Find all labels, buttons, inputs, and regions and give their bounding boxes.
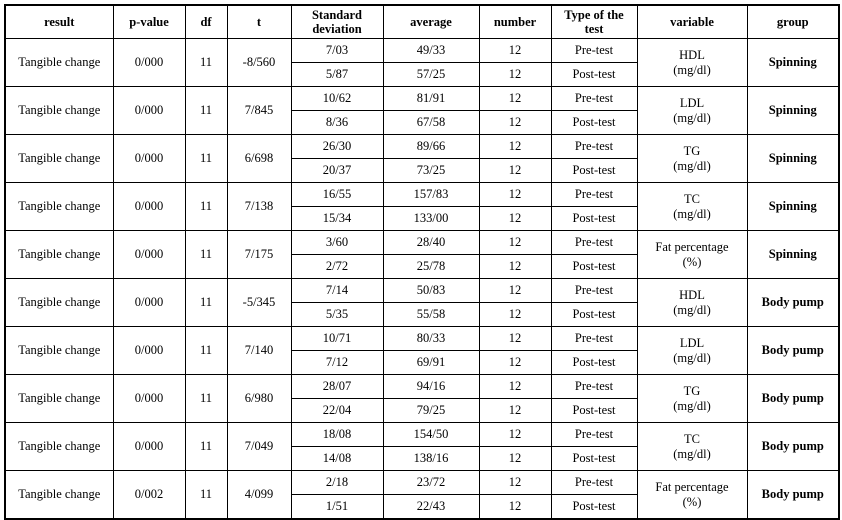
cell-average: 28/40	[383, 231, 479, 255]
variable-unit: (mg/dl)	[673, 302, 711, 317]
cell-number: 12	[479, 63, 551, 87]
cell-average: 81/91	[383, 87, 479, 111]
variable-name: HDL	[679, 288, 705, 303]
cell-standard-deviation: 26/30	[291, 135, 383, 159]
cell-average: 89/66	[383, 135, 479, 159]
cell-average: 57/25	[383, 63, 479, 87]
cell-number: 12	[479, 495, 551, 520]
cell-pvalue: 0/000	[113, 423, 185, 471]
cell-test-type: Post-test	[551, 495, 637, 520]
cell-t: 6/698	[227, 135, 291, 183]
document-sheet	[0, 4, 842, 514]
cell-pvalue: 0/000	[113, 39, 185, 87]
column-header-t: t	[227, 5, 291, 39]
cell-standard-deviation: 5/87	[291, 63, 383, 87]
cell-pvalue: 0/000	[113, 135, 185, 183]
cell-pvalue: 0/000	[113, 327, 185, 375]
cell-pvalue: 0/000	[113, 279, 185, 327]
column-header-pvalue: p-value	[113, 5, 185, 39]
cell-df: 11	[185, 327, 227, 375]
cell-df: 11	[185, 39, 227, 87]
cell-standard-deviation: 7/14	[291, 279, 383, 303]
cell-number: 12	[479, 447, 551, 471]
cell-standard-deviation: 5/35	[291, 303, 383, 327]
cell-number: 12	[479, 39, 551, 63]
cell-average: 25/78	[383, 255, 479, 279]
cell-number: 12	[479, 111, 551, 135]
cell-average: 154/50	[383, 423, 479, 447]
cell-df: 11	[185, 87, 227, 135]
cell-average: 80/33	[383, 327, 479, 351]
cell-t: -5/345	[227, 279, 291, 327]
cell-test-type: Post-test	[551, 63, 637, 87]
cell-average: 23/72	[383, 471, 479, 495]
cell-average: 73/25	[383, 159, 479, 183]
table-header	[5, 5, 839, 39]
cell-df: 11	[185, 375, 227, 423]
cell-number: 12	[479, 279, 551, 303]
cell-t: 6/980	[227, 375, 291, 423]
cell-number: 12	[479, 231, 551, 255]
cell-test-type: Pre-test	[551, 183, 637, 207]
cell-standard-deviation: 22/04	[291, 399, 383, 423]
cell-group: Spinning	[747, 87, 839, 135]
cell-result: Tangible change	[5, 231, 113, 279]
cell-average: 49/33	[383, 39, 479, 63]
cell-number: 12	[479, 375, 551, 399]
cell-pvalue: 0/000	[113, 183, 185, 231]
cell-t: 7/140	[227, 327, 291, 375]
cell-test-type: Pre-test	[551, 231, 637, 255]
variable-name: LDL	[679, 96, 705, 111]
cell-average: 22/43	[383, 495, 479, 520]
column-header-type-of-test: Type of the test	[551, 5, 637, 39]
cell-standard-deviation: 16/55	[291, 183, 383, 207]
cell-test-type: Pre-test	[551, 375, 637, 399]
cell-result: Tangible change	[5, 87, 113, 135]
cell-standard-deviation: 28/07	[291, 375, 383, 399]
cell-test-type: Post-test	[551, 303, 637, 327]
cell-variable	[637, 327, 747, 375]
cell-df: 11	[185, 135, 227, 183]
cell-average: 79/25	[383, 399, 479, 423]
table-row	[5, 279, 839, 303]
variable-unit: (mg/dl)	[673, 110, 711, 125]
variable-name: TG	[683, 384, 701, 399]
variable-unit: (mg/dl)	[673, 446, 711, 461]
cell-standard-deviation: 1/51	[291, 495, 383, 520]
cell-average: 55/58	[383, 303, 479, 327]
variable-unit: (%)	[682, 494, 702, 509]
cell-standard-deviation: 3/60	[291, 231, 383, 255]
cell-average: 50/83	[383, 279, 479, 303]
cell-test-type: Pre-test	[551, 279, 637, 303]
cell-number: 12	[479, 87, 551, 111]
cell-group: Spinning	[747, 231, 839, 279]
statistics-table	[4, 4, 840, 520]
cell-pvalue: 0/000	[113, 375, 185, 423]
cell-group: Spinning	[747, 183, 839, 231]
cell-pvalue: 0/000	[113, 87, 185, 135]
cell-result: Tangible change	[5, 327, 113, 375]
cell-test-type: Pre-test	[551, 327, 637, 351]
cell-result: Tangible change	[5, 135, 113, 183]
cell-number: 12	[479, 159, 551, 183]
column-header-df: df	[185, 5, 227, 39]
cell-variable	[637, 375, 747, 423]
cell-average: 94/16	[383, 375, 479, 399]
column-header-result: result	[5, 5, 113, 39]
variable-name: Fat percentage	[655, 240, 729, 255]
cell-group: Body pump	[747, 423, 839, 471]
table-row	[5, 135, 839, 159]
cell-number: 12	[479, 399, 551, 423]
cell-variable	[637, 423, 747, 471]
cell-t: -8/560	[227, 39, 291, 87]
cell-test-type: Post-test	[551, 207, 637, 231]
cell-test-type: Post-test	[551, 399, 637, 423]
table-row	[5, 471, 839, 495]
cell-standard-deviation: 2/18	[291, 471, 383, 495]
cell-variable	[637, 135, 747, 183]
table-body	[5, 39, 839, 520]
column-header-standard-deviation: Standard deviation	[291, 5, 383, 39]
variable-name: Fat percentage	[655, 480, 729, 495]
cell-group: Body pump	[747, 327, 839, 375]
cell-pvalue: 0/002	[113, 471, 185, 520]
cell-variable	[637, 231, 747, 279]
cell-df: 11	[185, 471, 227, 520]
cell-average: 133/00	[383, 207, 479, 231]
cell-result: Tangible change	[5, 423, 113, 471]
cell-number: 12	[479, 207, 551, 231]
cell-df: 11	[185, 279, 227, 327]
column-header-number: number	[479, 5, 551, 39]
cell-test-type: Pre-test	[551, 87, 637, 111]
cell-t: 4/099	[227, 471, 291, 520]
table-row	[5, 327, 839, 351]
cell-df: 11	[185, 423, 227, 471]
column-header-variable: variable	[637, 5, 747, 39]
cell-standard-deviation: 10/71	[291, 327, 383, 351]
variable-unit: (mg/dl)	[673, 206, 711, 221]
cell-test-type: Post-test	[551, 255, 637, 279]
cell-t: 7/138	[227, 183, 291, 231]
cell-result: Tangible change	[5, 375, 113, 423]
column-header-group: group	[747, 5, 839, 39]
variable-name: TG	[683, 144, 701, 159]
variable-unit: (mg/dl)	[673, 350, 711, 365]
cell-standard-deviation: 2/72	[291, 255, 383, 279]
cell-number: 12	[479, 255, 551, 279]
cell-group: Spinning	[747, 39, 839, 87]
cell-number: 12	[479, 303, 551, 327]
header-row	[5, 5, 839, 39]
cell-result: Tangible change	[5, 471, 113, 520]
cell-group: Body pump	[747, 375, 839, 423]
table-row	[5, 423, 839, 447]
variable-name: HDL	[679, 48, 705, 63]
table-row	[5, 183, 839, 207]
cell-test-type: Post-test	[551, 447, 637, 471]
cell-result: Tangible change	[5, 39, 113, 87]
cell-number: 12	[479, 351, 551, 375]
cell-result: Tangible change	[5, 279, 113, 327]
cell-average: 157/83	[383, 183, 479, 207]
column-header-average: average	[383, 5, 479, 39]
variable-unit: (%)	[682, 254, 702, 269]
cell-variable	[637, 279, 747, 327]
cell-standard-deviation: 7/12	[291, 351, 383, 375]
cell-standard-deviation: 10/62	[291, 87, 383, 111]
cell-df: 11	[185, 183, 227, 231]
cell-t: 7/175	[227, 231, 291, 279]
cell-number: 12	[479, 327, 551, 351]
variable-unit: (mg/dl)	[673, 398, 711, 413]
cell-test-type: Pre-test	[551, 471, 637, 495]
cell-test-type: Pre-test	[551, 135, 637, 159]
cell-variable	[637, 39, 747, 87]
cell-standard-deviation: 14/08	[291, 447, 383, 471]
variable-name: LDL	[679, 336, 705, 351]
cell-t: 7/049	[227, 423, 291, 471]
cell-test-type: Pre-test	[551, 39, 637, 63]
cell-df: 11	[185, 231, 227, 279]
cell-variable	[637, 471, 747, 520]
cell-standard-deviation: 7/03	[291, 39, 383, 63]
cell-test-type: Pre-test	[551, 423, 637, 447]
cell-number: 12	[479, 423, 551, 447]
variable-name: TC	[684, 432, 700, 447]
cell-group: Body pump	[747, 471, 839, 520]
cell-group: Spinning	[747, 135, 839, 183]
cell-number: 12	[479, 183, 551, 207]
cell-result: Tangible change	[5, 183, 113, 231]
cell-average: 69/91	[383, 351, 479, 375]
cell-standard-deviation: 15/34	[291, 207, 383, 231]
cell-variable	[637, 183, 747, 231]
cell-test-type: Post-test	[551, 111, 637, 135]
table-row	[5, 375, 839, 399]
cell-standard-deviation: 18/08	[291, 423, 383, 447]
variable-unit: (mg/dl)	[673, 158, 711, 173]
table-row	[5, 231, 839, 255]
variable-name: TC	[684, 192, 700, 207]
table-row	[5, 39, 839, 63]
cell-number: 12	[479, 135, 551, 159]
cell-standard-deviation: 8/36	[291, 111, 383, 135]
variable-unit: (mg/dl)	[673, 62, 711, 77]
cell-number: 12	[479, 471, 551, 495]
cell-average: 67/58	[383, 111, 479, 135]
table-row	[5, 87, 839, 111]
cell-pvalue: 0/000	[113, 231, 185, 279]
cell-t: 7/845	[227, 87, 291, 135]
cell-variable	[637, 87, 747, 135]
cell-average: 138/16	[383, 447, 479, 471]
cell-standard-deviation: 20/37	[291, 159, 383, 183]
cell-test-type: Post-test	[551, 351, 637, 375]
cell-group: Body pump	[747, 279, 839, 327]
cell-test-type: Post-test	[551, 159, 637, 183]
